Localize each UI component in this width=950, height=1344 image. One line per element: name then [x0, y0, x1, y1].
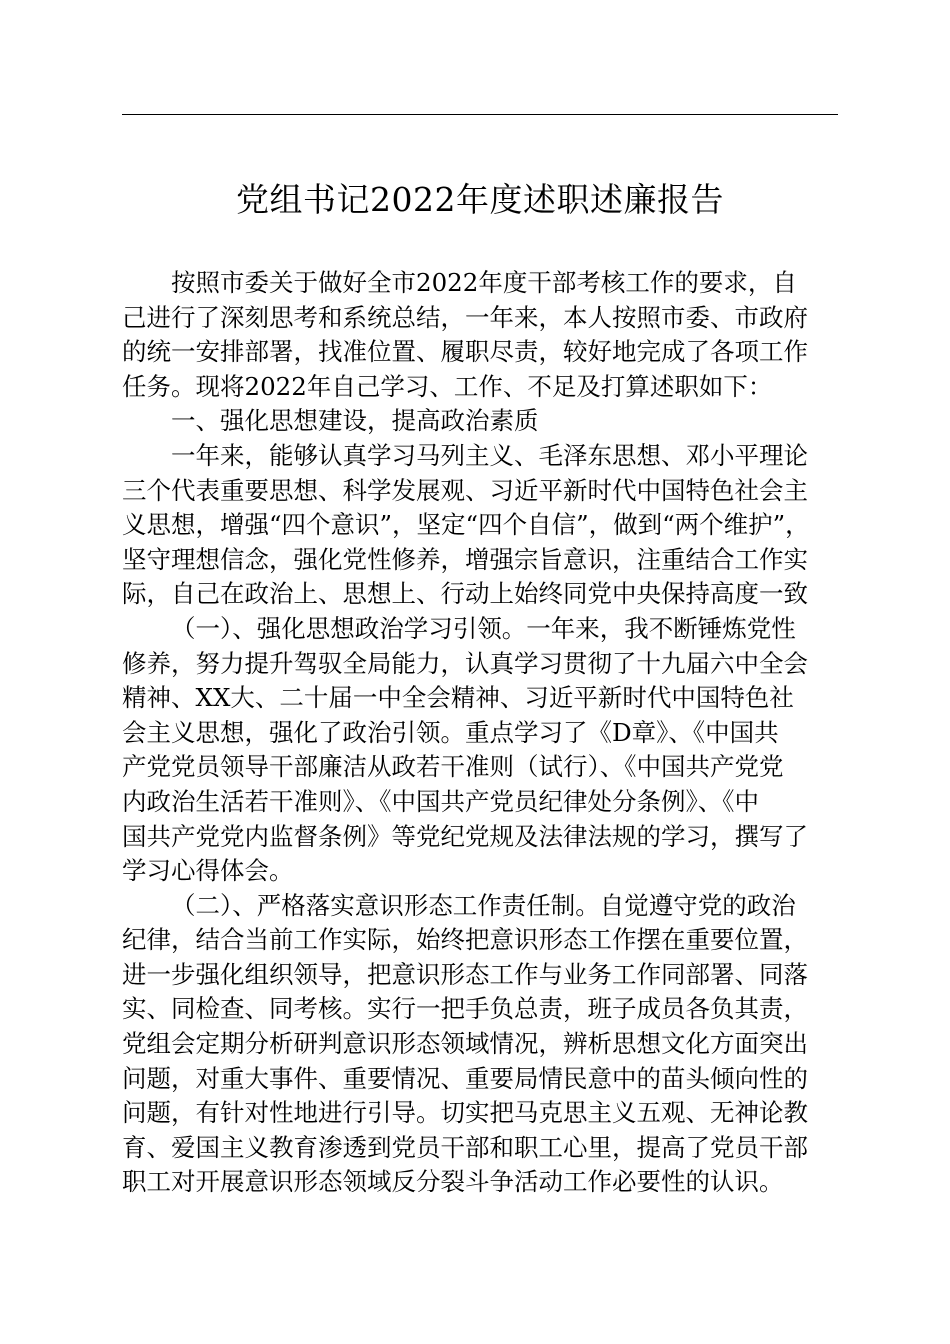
- body-text-line: 问题，有针对性地进行引导。切实把马克思主义五观、无神论教: [122, 1098, 808, 1128]
- body-text-line: 三个代表重要思想、科学发展观、习近平新时代中国特色社会主: [122, 475, 808, 505]
- body-text-line: 党组会定期分析研判意识形态领域情况，辨析思想文化方面突出: [122, 1029, 808, 1059]
- body-text-line: 问题，对重大事件、重要情况、重要局情民意中的苗头倾向性的: [122, 1063, 808, 1093]
- document-title: 党组书记2022年度述职述廉报告: [236, 180, 724, 219]
- body-text-line: 的统一安排部署，找准位置、履职尽责，较好地完成了各项工作: [122, 337, 808, 367]
- document-body: [122, 266, 838, 1200]
- body-text-line: 际，自己在政治上、思想上、行动上始终同党中央保持高度一致: [122, 579, 808, 609]
- body-text-line: 按照市委关于做好全市2022年度干部考核工作的要求，自: [171, 268, 797, 297]
- body-text-line: 国共产党党内监督条例》等党纪党规及法律法规的学习，撰写了: [122, 821, 808, 851]
- body-text-line: 一、强化思想建设，提高政治素质: [171, 406, 539, 436]
- body-text-line: 职工对开展意识形态领域反分裂斗争活动工作必要性的认识。: [122, 1167, 784, 1197]
- body-text-line: 纪律，结合当前工作实际，始终把意识形态工作摆在重要位置，: [122, 925, 808, 955]
- body-text-line: 修养，努力提升驾驭全局能力，认真学习贯彻了十九届六中全会: [122, 648, 808, 678]
- body-text-line: 己进行了深刻思考和系统总结，一年来，本人按照市委、市政府: [122, 302, 808, 332]
- body-text-line: 实、同检查、同考核。实行一把手负总责，班子成员各负其责，: [122, 994, 808, 1024]
- body-text-line: 一年来，能够认真学习马列主义、毛泽东思想、邓小平理论: [171, 440, 808, 470]
- body-text-line: 进一步强化组织领导，把意识形态工作与业务工作同部署、同落: [122, 959, 808, 989]
- body-text-line: 精神、XX大、二十届一中全会精神、习近平新时代中国特色社: [122, 683, 794, 713]
- body-text-line: 义思想，增强“四个意识”，坚定“四个自信”，做到“两个维护”，: [122, 510, 810, 540]
- header-rule: [122, 114, 838, 115]
- body-text-line: 产党党员领导干部廉洁从政若干准则（试行）、《中国共产党党: [122, 752, 784, 782]
- body-text-line: 任务。现将2022年自己学习、工作、不足及打算述职如下：: [122, 371, 773, 401]
- body-text-line: 内政治生活若干准则》、《中国共产党员纪律处分条例》、《中: [122, 786, 759, 816]
- body-text-line: 坚守理想信念，强化党性修养，增强宗旨意识，注重结合工作实: [122, 544, 808, 574]
- body-text-line: （一）、强化思想政治学习引领。一年来，我不断锤炼党性: [171, 613, 796, 643]
- body-text-line: 会主义思想，强化了政治引领。重点学习了《D章》、《中国共: [122, 717, 779, 747]
- body-text-line: （二）、严格落实意识形态工作责任制。自觉遵守党的政治: [171, 890, 796, 920]
- body-text-line: 育、爱国主义教育渗透到党员干部和职工心里，提高了党员干部: [122, 1132, 808, 1162]
- body-text-line: 学习心得体会。: [122, 856, 294, 886]
